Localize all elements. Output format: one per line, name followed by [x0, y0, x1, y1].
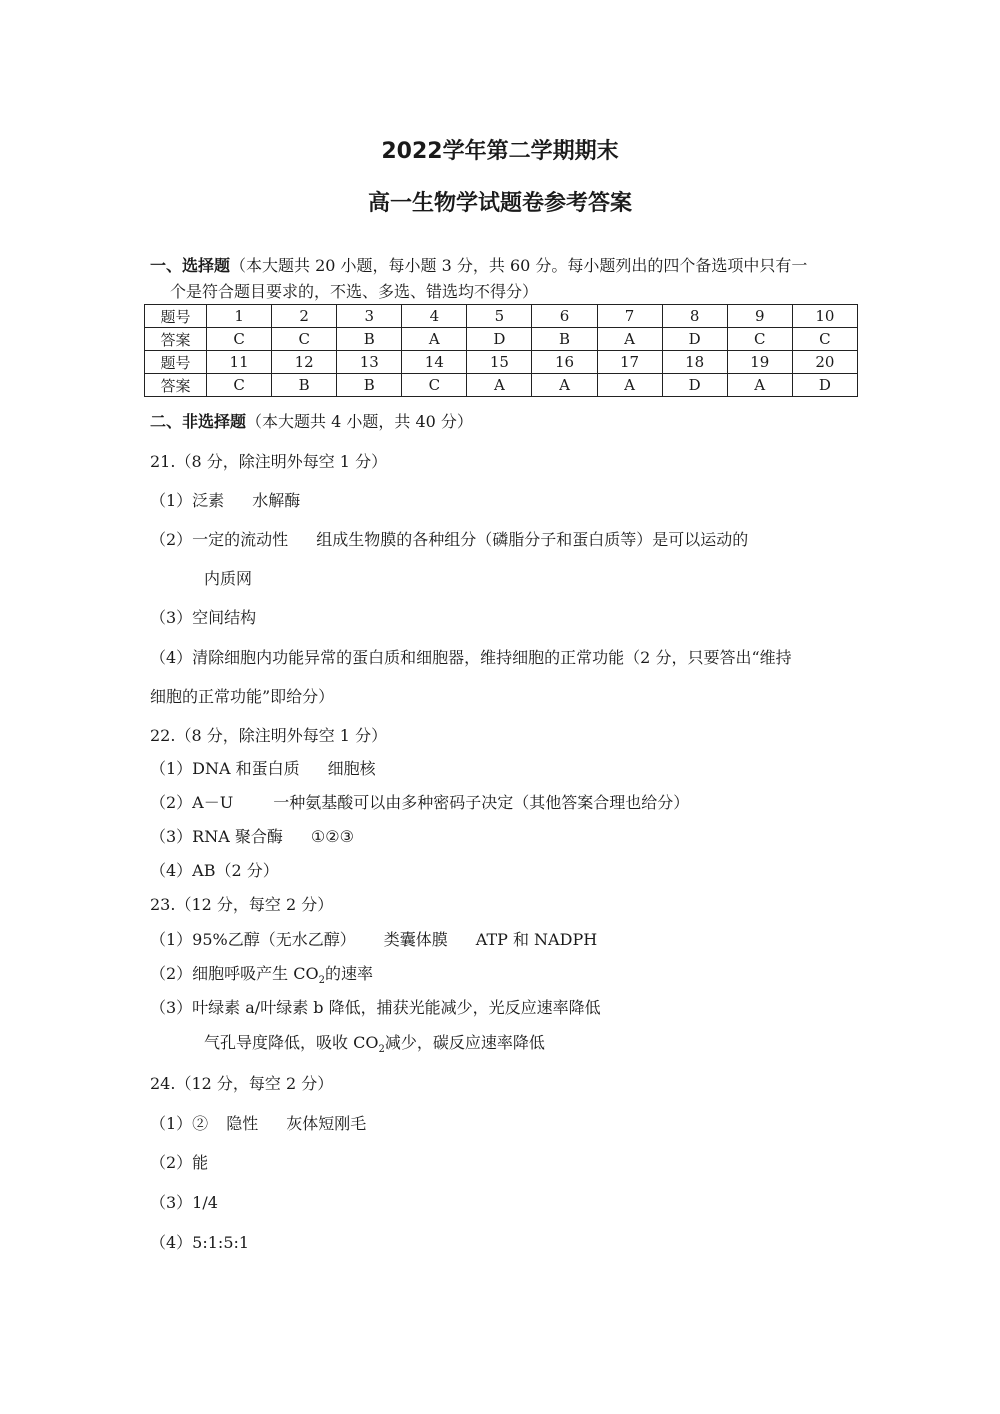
q22-answer-1 — [150, 756, 376, 779]
section1-desc-line2: 个是符合题目要求的，不选、多选、错选均不得分） — [170, 282, 539, 301]
q22-heading: 22.（8 分，除注明外每空 1 分） — [150, 726, 388, 745]
q23-answer-3b-sub: 2 — [378, 1044, 385, 1056]
label-question-number: 题号 — [145, 351, 207, 374]
table-cell: A — [532, 374, 597, 397]
table-cell: C — [207, 328, 272, 351]
q21-answer-1 — [150, 488, 300, 511]
q22-answer-3 — [150, 824, 354, 847]
q21-answer-3: （3）空间结构 — [150, 608, 257, 627]
table-cell: A — [467, 374, 532, 397]
table-cell: A — [727, 374, 792, 397]
q23-answer-1b: 类囊体膜 — [383, 930, 448, 949]
label-question-number: 题号 — [145, 305, 207, 328]
table-cell: 7 — [597, 305, 662, 328]
table-cell: B — [337, 374, 402, 397]
table-cell: 16 — [532, 351, 597, 374]
q22-answer-2b: 一种氨基酸可以由多种密码子决定（其他答案合理也给分） — [273, 793, 690, 812]
page-subtitle: 高一生物学试题卷参考答案 — [367, 191, 632, 216]
table-row — [145, 305, 858, 328]
table-cell: C — [727, 328, 792, 351]
table-cell: C — [402, 374, 467, 397]
table-cell: B — [532, 328, 597, 351]
q23-answer-2-pre: （2）细胞呼吸产生 CO — [150, 964, 319, 983]
table-cell: 18 — [662, 351, 727, 374]
q24-answer-1c: 灰体短刚毛 — [286, 1114, 367, 1133]
table-cell: D — [467, 328, 532, 351]
multiple-choice-answer-table — [144, 304, 858, 397]
q22-answer-2a: （2）A－U — [150, 793, 234, 812]
page-title: 2022学年第二学期期末 — [381, 139, 619, 164]
table-cell: A — [402, 328, 467, 351]
q23-heading: 23.（12 分，每空 2 分） — [150, 895, 334, 914]
table-row — [145, 328, 858, 351]
table-cell: 10 — [792, 305, 857, 328]
section2-desc: （本大题共 4 小题，共 40 分） — [246, 412, 473, 431]
q22-answer-1b: 细胞核 — [327, 759, 376, 778]
table-cell: 4 — [402, 305, 467, 328]
table-cell: 12 — [272, 351, 337, 374]
section1-desc-line1: （本大题共 20 小题，每小题 3 分，共 60 分。每小题列出的四个备选项中只有一 — [230, 256, 808, 275]
q23-answer-1c: ATP 和 NADPH — [475, 930, 598, 949]
q22-answer-3a: （3）RNA 聚合酶 — [150, 827, 283, 846]
q22-answer-2 — [150, 790, 689, 813]
q23-answer-3: （3）叶绿素 a/叶绿素 b 降低，捕获光能减少，光反应速率降低 — [150, 998, 601, 1017]
q21-answer-2c: 内质网 — [204, 569, 253, 588]
q21-answer-4b: 细胞的正常功能”即给分） — [150, 687, 335, 706]
section1-intro — [150, 253, 870, 305]
table-cell: A — [597, 328, 662, 351]
q24-answer-1 — [150, 1111, 366, 1134]
table-cell: 8 — [662, 305, 727, 328]
section1-heading: 一、选择题 — [150, 256, 231, 275]
label-answer: 答案 — [145, 328, 207, 351]
q23-answer-3b-post: 减少，碳反应速率降低 — [384, 1033, 545, 1052]
table-row — [145, 351, 858, 374]
table-cell: 13 — [337, 351, 402, 374]
table-cell: D — [662, 374, 727, 397]
table-cell: 6 — [532, 305, 597, 328]
table-cell: 14 — [402, 351, 467, 374]
table-cell: A — [597, 374, 662, 397]
table-cell: D — [792, 374, 857, 397]
table-cell: D — [662, 328, 727, 351]
table-cell: 9 — [727, 305, 792, 328]
table-cell: 20 — [792, 351, 857, 374]
table-cell: B — [272, 374, 337, 397]
q21-answer-2a: （2）一定的流动性 — [150, 530, 289, 549]
table-cell: 1 — [207, 305, 272, 328]
q23-answer-3b-pre: 气孔导度降低，吸收 CO — [204, 1033, 379, 1052]
section2-intro — [150, 409, 473, 432]
q23-answer-1 — [150, 927, 597, 950]
table-cell: 11 — [207, 351, 272, 374]
q21-answer-2 — [150, 527, 748, 550]
q23-answer-2 — [150, 961, 373, 986]
table-cell: 15 — [467, 351, 532, 374]
table-row — [145, 374, 858, 397]
q22-answer-4: （4）AB（2 分） — [150, 861, 279, 880]
table-cell: 5 — [467, 305, 532, 328]
q22-answer-1a: （1）DNA 和蛋白质 — [150, 759, 300, 778]
q24-heading: 24.（12 分，每空 2 分） — [150, 1074, 334, 1093]
table-cell: B — [337, 328, 402, 351]
label-answer: 答案 — [145, 374, 207, 397]
q23-answer-2-sub: 2 — [318, 975, 326, 987]
q21-answer-2b: 组成生物膜的各种组分（磷脂分子和蛋白质等）是可以运动的 — [316, 530, 749, 549]
q24-answer-2: （2）能 — [150, 1153, 209, 1172]
q21-answer-1a: （1）泛素 — [150, 491, 225, 510]
section2-heading: 二、非选择题 — [150, 412, 247, 431]
q21-answer-1b: 水解酶 — [252, 491, 301, 510]
table-cell: C — [792, 328, 857, 351]
table-cell: 19 — [727, 351, 792, 374]
table-cell: 2 — [272, 305, 337, 328]
q23-answer-3b — [204, 1030, 545, 1055]
table-cell: 3 — [337, 305, 402, 328]
q24-answer-4: （4）5:1:5:1 — [150, 1233, 250, 1252]
q21-heading: 21.（8 分，除注明外每空 1 分） — [150, 452, 388, 471]
table-cell: 17 — [597, 351, 662, 374]
table-cell: C — [207, 374, 272, 397]
q22-answer-3b: ①②③ — [310, 827, 354, 846]
q24-answer-3: （3）1/4 — [150, 1193, 218, 1212]
q21-answer-4a: （4）清除细胞内功能异常的蛋白质和细胞器，维持细胞的正常功能（2 分，只要答出“维持 — [150, 648, 792, 667]
q23-answer-1a: （1）95%乙醇（无水乙醇） — [150, 930, 356, 949]
q24-answer-1a: （1）② — [150, 1114, 209, 1133]
q23-answer-2-post: 的速率 — [325, 964, 374, 983]
table-cell: C — [272, 328, 337, 351]
q24-answer-1b: 隐性 — [226, 1114, 259, 1133]
